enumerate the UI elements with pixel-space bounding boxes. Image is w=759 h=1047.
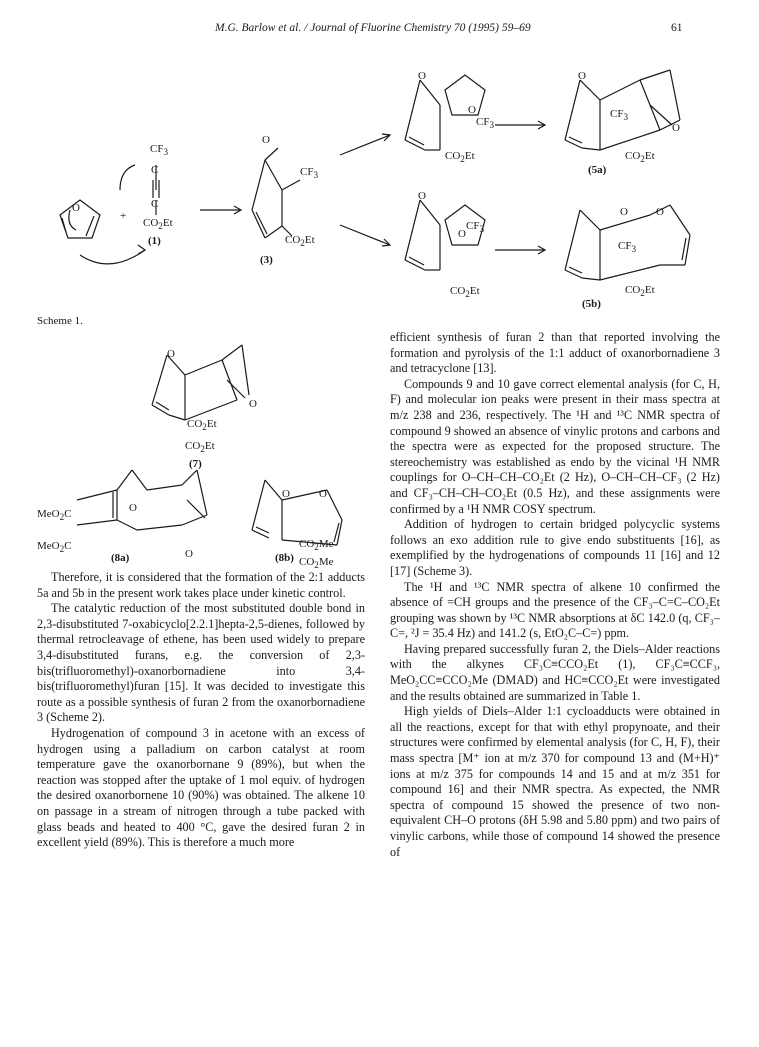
c3-cf3: $CF_3$ xyxy=(300,166,319,181)
right-column xyxy=(390,330,720,860)
paragraph: High yields of Diels–Alder 1:1 cycloadducts were obtained in all the reactions, except for that with ethyl propynoate, and their structures were confirmed by elemental analysis (for C, H, F), their mass spectra [M⁺ ion at m/z 370 for compound 13 and (M+H)⁺ ions at m/z 375 for compounds 14 and 15 and at m/z 351 for compound 16] and their NMR spectra. As expected, the NMR spectra of compound 15 showed the presence of two non-equivalent CH–O protons (δH 5.98 and 5.80 ppm) and two pairs of vinylic carbons, while those of compound 14 showed the presence of xyxy=(390,704,720,859)
paragraph: The ¹H and ¹³C NMR spectra of alkene 10 confirmed the absence of =CH groups and the presence of the CF₃–C=C–CO₂Et grouping was shown by ¹³C NMR absorptions at δC 142.0 (q, CF₃–C=, ²J = 35.4 Hz) and 141.2 (s, EtO₂C–C=) ppm. xyxy=(390,579,720,641)
lower-adduct-co2et: $CO_2Et$ xyxy=(450,285,480,300)
paragraph: Hydrogenation of compound 3 in acetone with an excess of hydrogen using a palladium on carbon catalyst at room temperature gave the oxanorbornane 9 (89%), but when the reaction was stopped after the uptake of 1 mol equiv. of hydrogen the desired oxanorbornene 10 (90%) was obtained. The alkene 10 on passage in a stream of nitrogen through a tube packed with glass beads and heated to 400 °C, gave the desired furan 2 in excellent yield (89%). This is therefore a much more xyxy=(37,725,365,850)
lower-adduct-cf3: $CF_3$ xyxy=(466,220,485,235)
c5a-co2et: $CO_2Et$ xyxy=(625,150,655,165)
alkyne-co2et: $CO_2Et$ xyxy=(143,217,173,232)
paragraph: Therefore, it is considered that the formation of the 2:1 adducts 5a and 5b in the present work takes place under kinetic control. xyxy=(37,570,365,600)
paragraph: Compounds 9 and 10 gave correct elemental analysis (for C, H, F) and molecular ion peaks were present in their mass spectra at m/z 238 and 236, respectively. The ¹H and ¹³C NMR spectra of compound 9 showed an absence of vinylic protons and carbons and the spectra were as expected for the proposed structure. The stereochemistry was established as endo by the vicinal ¹H NMR couplings for O–CH–CH–CO₂Et (2 Hz), O–CH–CH–CF₃ (2 Hz) and CF₃–CH–CH–CO₂Et (0.5 Hz), and these assignments were confirmed by a ¹H NMR COSY spectrum. xyxy=(390,376,720,516)
c5a-o1: O xyxy=(578,70,586,82)
s7-co2et-1: $CO_2Et$ xyxy=(187,418,217,433)
scheme-1-caption: Scheme 1. xyxy=(37,315,83,327)
s8a-o2: O xyxy=(185,548,193,560)
compound-label-1: (1) xyxy=(148,235,161,247)
s8a-o1: O xyxy=(129,502,137,514)
upper-adduct-co2et: $CO_2Et$ xyxy=(445,150,475,165)
s8a-meo2c-1: MeO$_2$C xyxy=(37,508,72,523)
compound-label-5b: (5b) xyxy=(582,298,601,310)
curved-arrow-2 xyxy=(120,165,135,190)
c5a-cf3: $CF_3$ xyxy=(610,108,629,123)
scheme-1 xyxy=(20,40,740,340)
structures-drawing xyxy=(37,340,367,570)
lower-adduct-o2: O xyxy=(458,228,466,240)
c5b-cf3: $CF_3$ xyxy=(618,240,637,255)
reaction-arrow-2 xyxy=(340,135,390,155)
s8b-o2: O xyxy=(319,488,327,500)
paragraph: efficient synthesis of furan 2 than that reported involving the formation and pyrolysis of the 1:1 adduct of oxanorbornadiene 3 and tetracyclone [13]. xyxy=(390,330,720,376)
c3-o: O xyxy=(262,134,270,146)
upper-adduct-cf3: $CF_3$ xyxy=(476,116,495,131)
upper-adduct-o: O xyxy=(418,70,426,82)
adduct-lower xyxy=(405,200,485,270)
journal-citation: M.G. Barlow et al. / Journal of Fluorine Chemistry 70 (1995) 59–69 xyxy=(215,22,531,34)
alkyne-cf3: $CF_3$ xyxy=(150,143,169,158)
lower-adduct-o: O xyxy=(418,190,426,202)
paragraph: Addition of hydrogen to certain bridged polycyclic systems follows an exo addition rule to give endo substituents [16], as exemplified by the hydrogenations of compounds 11 [16] and 12 [17] (Scheme 3). xyxy=(390,517,720,578)
s8b-co2me-2: $CO_2Me$ xyxy=(299,556,334,571)
left-column xyxy=(37,570,365,851)
furan-structure xyxy=(60,200,100,238)
compound-label-7: (7) xyxy=(189,458,202,470)
paragraph: The catalytic reduction of the most substituted double bond in 2,3-disubstituted 7-oxabicyclo[2.2.1]hepta-2,5-dienes, followed by thermal retrocleavage of ethene, has been used widely to prepare 3,4-disubstituted furans, e.g. the conversion of 2,3-bis(trifluoromethyl)-oxanorbornadiene into 3,4-bis(trifluoromethyl)furan [15]. It was decided to investigate this route as a possible synthesis of furan 2 from the oxanorbornadiene 3 (Scheme 2). xyxy=(37,601,365,725)
compound-label-3: (3) xyxy=(260,254,273,266)
s7-o2: O xyxy=(249,398,257,410)
s7-o1: O xyxy=(167,348,175,360)
alkyne-c-top: C xyxy=(151,164,159,176)
alkyne-c-bottom: C xyxy=(151,198,159,210)
c5a-o2: O xyxy=(672,122,680,134)
curved-arrow-1 xyxy=(80,250,145,264)
furan-o: O xyxy=(72,202,80,214)
c3-co2et: $CO_2Et$ xyxy=(285,234,315,249)
structures-panel xyxy=(37,340,367,570)
oxanorbornadiene-3 xyxy=(252,148,300,238)
reaction-arrow-3 xyxy=(340,225,390,245)
compound-label-5a: (5a) xyxy=(588,164,607,176)
compound-label-8b: (8b) xyxy=(275,552,294,564)
plus-sign: + xyxy=(120,210,127,222)
page-number: 61 xyxy=(671,22,683,34)
c5b-o2: O xyxy=(656,206,664,218)
compound-label-8a: (8a) xyxy=(111,552,130,564)
c5b-co2et: $CO_2Et$ xyxy=(625,284,655,299)
s8b-co2me-1: $CO_2Me$ xyxy=(299,538,334,553)
s8a-meo2c-2: MeO$_2$C xyxy=(37,540,72,555)
c5b-o1: O xyxy=(620,206,628,218)
s7-co2et-2: $CO_2Et$ xyxy=(185,440,215,455)
s8b-o1: O xyxy=(282,488,290,500)
paragraph: Having prepared successfully furan 2, the Diels–Alder reactions with the alkynes CF₃C≡CCO₂Et (1), CF₃C≡CCF₃, MeO₂CC≡CCO₂Me (DMAD) and HC≡CCO₂Et were investigated and the results obtained are summarized in Table 1. xyxy=(390,641,720,703)
upper-adduct-o2: O xyxy=(468,104,476,116)
